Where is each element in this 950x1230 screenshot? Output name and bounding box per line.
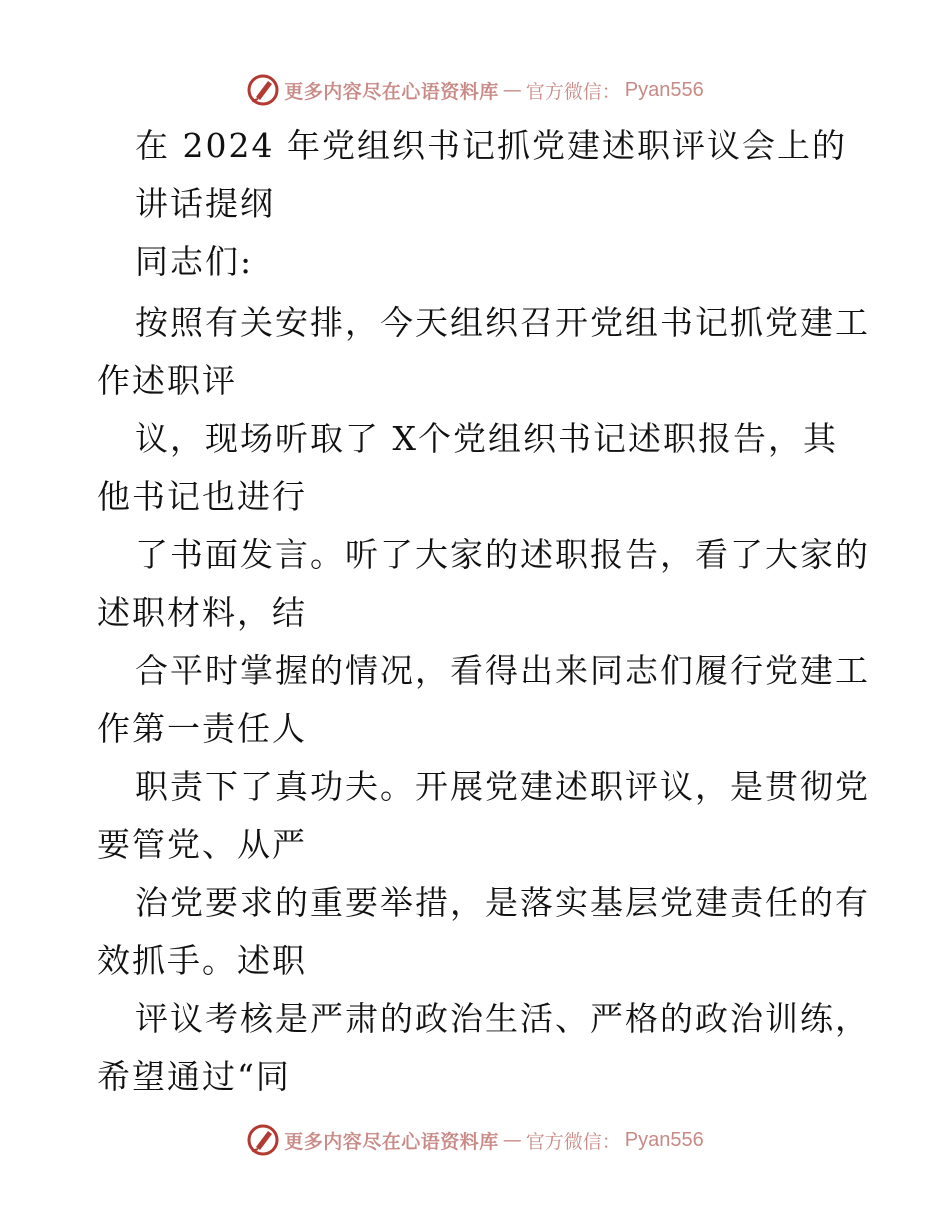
doc-line: 作述职评 bbox=[97, 361, 237, 400]
banner-wechat-id: Pyan556 bbox=[624, 1128, 704, 1151]
footer-watermark-banner bbox=[0, 1120, 950, 1160]
doc-line: 了书面发言。听了大家的述职报告，看了大家的 bbox=[135, 535, 870, 574]
doc-salutation: 同志们: bbox=[135, 242, 254, 281]
doc-title-line-1: 在 2024 年党组织书记抓党建述职评议会上的 bbox=[135, 126, 847, 165]
doc-line: 效抓手。述职 bbox=[97, 941, 307, 980]
banner-wechat-id: Pyan556 bbox=[624, 78, 704, 101]
banner-wechat-label: 官方微信： bbox=[525, 1130, 621, 1153]
banner-dash: — bbox=[502, 1129, 522, 1151]
doc-line: 评议考核是严肃的政治生活、严格的政治训练， bbox=[135, 999, 870, 1038]
brand-logo-icon bbox=[246, 1123, 280, 1157]
doc-line: 希望通过“同 bbox=[97, 1057, 291, 1096]
doc-line: 合平时掌握的情况，看得出来同志们履行党建工 bbox=[135, 651, 870, 690]
doc-line: 述职材料，结 bbox=[97, 593, 307, 632]
doc-line: 要管党、从严 bbox=[97, 825, 307, 864]
banner-wechat-label: 官方微信： bbox=[525, 80, 621, 103]
doc-title-line-2: 讲话提纲 bbox=[135, 184, 275, 223]
doc-line: 按照有关安排，今天组织召开党组书记抓党建工 bbox=[135, 303, 870, 342]
doc-line: 治党要求的重要举措，是落实基层党建责任的有 bbox=[135, 883, 870, 922]
banner-text: 更多内容尽在心语资料库 bbox=[284, 1130, 499, 1153]
doc-line: 职责下了真功夫。开展党建述职评议，是贯彻党 bbox=[135, 767, 870, 806]
header-watermark-banner bbox=[0, 70, 950, 110]
banner-dash: — bbox=[502, 79, 522, 101]
banner-text: 更多内容尽在心语资料库 bbox=[284, 80, 499, 103]
brand-logo-icon bbox=[246, 73, 280, 107]
doc-line: 作第一责任人 bbox=[97, 709, 307, 748]
doc-line: 他书记也进行 bbox=[97, 477, 307, 516]
doc-line: 议，现场听取了 X个党组织书记述职报告，其 bbox=[135, 419, 838, 458]
